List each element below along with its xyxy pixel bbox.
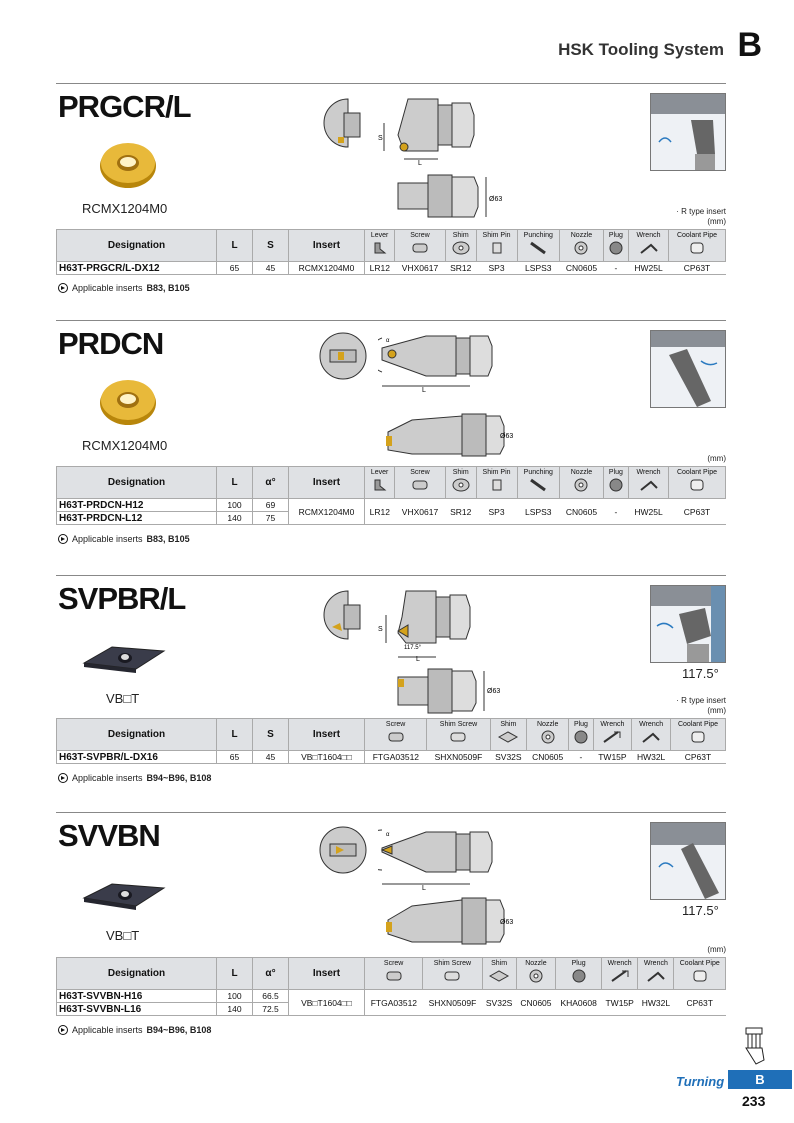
- designation-cell: H63T-SVVBN-H16: [57, 990, 217, 1003]
- screw-icon: [387, 730, 405, 744]
- dim-dia: Ø63: [487, 688, 501, 695]
- torx-wrench-icon: [602, 730, 622, 744]
- torx-wrench-icon: [610, 969, 630, 983]
- designation-cell: H63T-PRGCR/L-DX12: [57, 262, 217, 275]
- col-header-wrench: Wrench: [602, 958, 638, 990]
- dim-s: S: [378, 626, 383, 633]
- section-title: SVPBR/L: [58, 581, 186, 616]
- col-header-coolant-pipe: Coolant Pipe: [674, 958, 726, 990]
- col-header-nozzle: Nozzle: [516, 958, 556, 990]
- unit-mm: (mm): [707, 945, 726, 954]
- tool-front-view: [318, 824, 368, 876]
- applicable-inserts: Applicable inserts B83, B105: [58, 534, 190, 544]
- col-header: Designation: [57, 719, 217, 751]
- col-header-punching: Punching: [517, 230, 560, 262]
- table-row: H63T-PRGCR/L-DX12 65 45 RCMX1204M0 LR12 VHX0617 SR12 SP3 LSPS3 CN0605 - HW25L CP63T: [57, 262, 726, 275]
- angle-label: 117.5°: [682, 666, 719, 681]
- col-header: Insert: [289, 230, 365, 262]
- col-header-lever: Lever: [365, 230, 395, 262]
- dim-l: L: [418, 160, 422, 165]
- col-header-shim: Shim: [445, 467, 476, 499]
- tool-front-view: [318, 330, 368, 382]
- dim-l: L: [422, 387, 426, 392]
- col-header-coolant-pipe: Coolant Pipe: [670, 719, 725, 751]
- col-header-screw: Screw: [395, 467, 446, 499]
- section-divider: [56, 320, 726, 321]
- section-divider: [56, 812, 726, 813]
- unit-mm: (mm): [707, 217, 726, 226]
- page-number: 233: [742, 1093, 766, 1109]
- insert-label: RCMX1204M0: [82, 438, 168, 453]
- footer-section-label: Turning: [676, 1074, 725, 1089]
- designation-cell: H63T-PRDCN-H12: [57, 499, 217, 512]
- tool-top-view: [394, 665, 514, 717]
- lever-icon: [372, 478, 388, 492]
- col-header-shim: Shim: [482, 958, 516, 990]
- applicable-refs[interactable]: B94~B96, B108: [146, 773, 212, 783]
- col-header: Designation: [57, 230, 217, 262]
- shim-icon: [488, 969, 510, 983]
- section-divider: [56, 83, 726, 84]
- designation-cell: H63T-SVPBR/L-DX16: [57, 751, 217, 764]
- coolant-pipe-icon: [689, 730, 707, 744]
- tool-photo: [650, 585, 726, 663]
- col-header-wrench: Wrench: [628, 230, 668, 262]
- arrow-icon: [58, 534, 68, 544]
- section-title: PRGCR/L: [58, 89, 191, 124]
- col-header: Designation: [57, 958, 217, 990]
- wrench-icon: [641, 730, 661, 744]
- screw-icon: [385, 969, 403, 983]
- diamond-insert-image: [82, 641, 166, 677]
- designation-cell: H63T-SVVBN-L16: [57, 1003, 217, 1016]
- shim-screw-icon: [449, 730, 467, 744]
- spec-table: [56, 466, 726, 525]
- shim-pin-icon: [489, 241, 505, 255]
- unit-mm: (mm): [707, 706, 726, 715]
- table-row: H63T-SVVBN-H16 100 66.5 VB□T1604□□ FTGA03512 SHXN0509F SV32S CN0605 KHA0608 TW15P HW32L CP63T: [57, 990, 726, 1003]
- col-header-wrench: Wrench: [628, 467, 668, 499]
- col-header-nozzle: Nozzle: [560, 467, 604, 499]
- col-header-punching: Punching: [517, 467, 560, 499]
- header-title: HSK Tooling System: [558, 40, 724, 59]
- arrow-icon: [58, 1025, 68, 1035]
- plug-icon: [571, 969, 587, 983]
- r-type-note: · R type insert: [676, 207, 726, 216]
- round-insert-image: [96, 375, 160, 427]
- col-header-screw: Screw: [365, 719, 427, 751]
- col-header-shim-pin: Shim Pin: [476, 230, 517, 262]
- designation-cell: H63T-PRDCN-L12: [57, 512, 217, 525]
- screw-icon: [411, 241, 429, 255]
- unit-mm: (mm): [707, 454, 726, 463]
- section-svvbn: [56, 812, 726, 1042]
- tool-photo: [650, 330, 726, 408]
- dim-angle: 117.5°: [404, 645, 421, 651]
- punching-icon: [529, 241, 547, 255]
- plug-icon: [608, 478, 624, 492]
- dim-s: S: [378, 135, 383, 142]
- spec-table: [56, 718, 726, 764]
- header-section-letter: B: [737, 26, 762, 64]
- dim-dia: Ø63: [500, 433, 514, 440]
- col-header-wrench: Wrench: [632, 719, 671, 751]
- section-title: SVVBN: [58, 818, 160, 853]
- col-header-wrench: Wrench: [638, 958, 674, 990]
- dim-alpha: α: [386, 338, 390, 344]
- wrench-icon: [639, 478, 659, 492]
- tool-side-view: [378, 95, 488, 165]
- shim-pin-icon: [489, 478, 505, 492]
- col-header-shim: Shim: [490, 719, 526, 751]
- turning-tool-icon: [742, 1026, 768, 1066]
- col-header-plug: Plug: [569, 719, 593, 751]
- angle-label: 117.5°: [682, 903, 719, 918]
- plug-icon: [573, 730, 589, 744]
- coolant-pipe-icon: [688, 241, 706, 255]
- col-header: Designation: [57, 467, 217, 499]
- insert-label: VB□T: [106, 928, 140, 943]
- wrench-icon: [639, 241, 659, 255]
- applicable-refs[interactable]: B94~B96, B108: [146, 1025, 212, 1035]
- col-header-shim-pin: Shim Pin: [476, 467, 517, 499]
- table-row: H63T-PRDCN-L12 140 75: [57, 512, 726, 525]
- tool-photo: [650, 93, 726, 171]
- dim-l: L: [422, 885, 426, 892]
- tool-top-view: [394, 171, 514, 223]
- table-row: H63T-SVVBN-L16 140 72.5: [57, 1003, 726, 1016]
- shim-screw-icon: [443, 969, 461, 983]
- section-divider: [56, 575, 726, 576]
- arrow-icon: [58, 773, 68, 783]
- insert-label: VB□T: [106, 691, 140, 706]
- col-header-lever: Lever: [365, 467, 395, 499]
- nozzle-icon: [573, 241, 589, 255]
- col-header: Insert: [289, 467, 365, 499]
- col-header-shim-screw: Shim Screw: [427, 719, 490, 751]
- tool-top-view: [382, 410, 522, 460]
- spec-table: [56, 229, 726, 275]
- lever-icon: [372, 241, 388, 255]
- col-header: α°: [253, 467, 289, 499]
- nozzle-icon: [573, 478, 589, 492]
- applicable-inserts: Applicable inserts B83, B105: [58, 283, 190, 293]
- col-header-shim-screw: Shim Screw: [423, 958, 482, 990]
- col-header: L: [217, 467, 253, 499]
- section-svpbr: [56, 575, 726, 790]
- col-header-nozzle: Nozzle: [527, 719, 569, 751]
- col-header: L: [217, 719, 253, 751]
- wrench-icon: [646, 969, 666, 983]
- section-title: PRDCN: [58, 326, 164, 361]
- col-header: Insert: [289, 958, 365, 990]
- dim-dia: Ø63: [489, 196, 503, 203]
- dim-dia: Ø63: [500, 919, 514, 926]
- screw-icon: [411, 478, 429, 492]
- col-header-nozzle: Nozzle: [560, 230, 604, 262]
- tool-front-view: [318, 93, 364, 153]
- col-header-plug: Plug: [603, 230, 628, 262]
- coolant-pipe-icon: [688, 478, 706, 492]
- col-header-wrench: Wrench: [593, 719, 632, 751]
- nozzle-icon: [528, 969, 544, 983]
- shim-icon: [497, 730, 519, 744]
- col-header-plug: Plug: [603, 467, 628, 499]
- spec-table: [56, 957, 726, 1016]
- col-header-coolant-pipe: Coolant Pipe: [669, 230, 726, 262]
- punching-icon: [529, 478, 547, 492]
- r-type-note: · R type insert: [676, 696, 726, 705]
- shim-icon: [452, 478, 470, 492]
- dim-l: L: [416, 656, 420, 661]
- col-header-shim: Shim: [445, 230, 476, 262]
- col-header: L: [217, 230, 253, 262]
- shim-icon: [452, 241, 470, 255]
- col-header-screw: Screw: [395, 230, 446, 262]
- insert-label: RCMX1204M0: [82, 201, 168, 216]
- dim-alpha: α: [386, 832, 390, 838]
- applicable-inserts: Applicable inserts B94~B96, B108: [58, 1025, 211, 1035]
- plug-icon: [608, 241, 624, 255]
- tool-top-view: [382, 894, 522, 950]
- table-row: H63T-PRDCN-H12 100 69 RCMX1204M0 LR12 VHX0617 SR12 SP3 LSPS3 CN0605 - HW25L CP63T: [57, 499, 726, 512]
- tool-side-view: [378, 822, 508, 892]
- col-header-screw: Screw: [365, 958, 423, 990]
- col-header: Insert: [289, 719, 365, 751]
- col-header: S: [253, 719, 289, 751]
- tool-side-view: [378, 328, 508, 392]
- tool-front-view: [318, 587, 368, 643]
- table-row: H63T-SVPBR/L-DX16 65 45 VB□T1604□□ FTGA03512 SHXN0509F SV32S CN0605 - TW15P HW32L CP63T: [57, 751, 726, 764]
- section-prdcn: [56, 320, 726, 550]
- applicable-inserts: Applicable inserts B94~B96, B108: [58, 773, 211, 783]
- applicable-refs[interactable]: B83, B105: [146, 283, 190, 293]
- col-header: α°: [253, 958, 289, 990]
- col-header: S: [253, 230, 289, 262]
- footer-section-tab[interactable]: B: [728, 1070, 792, 1089]
- coolant-pipe-icon: [691, 969, 709, 983]
- nozzle-icon: [540, 730, 556, 744]
- tool-side-view: [376, 587, 496, 661]
- col-header-plug: Plug: [556, 958, 602, 990]
- col-header-coolant-pipe: Coolant Pipe: [669, 467, 726, 499]
- diamond-insert-image: [82, 878, 166, 914]
- section-prgcr: [56, 83, 726, 298]
- round-insert-image: [96, 138, 160, 190]
- arrow-icon: [58, 283, 68, 293]
- applicable-refs[interactable]: B83, B105: [146, 534, 190, 544]
- col-header: L: [217, 958, 253, 990]
- tool-photo: [650, 822, 726, 900]
